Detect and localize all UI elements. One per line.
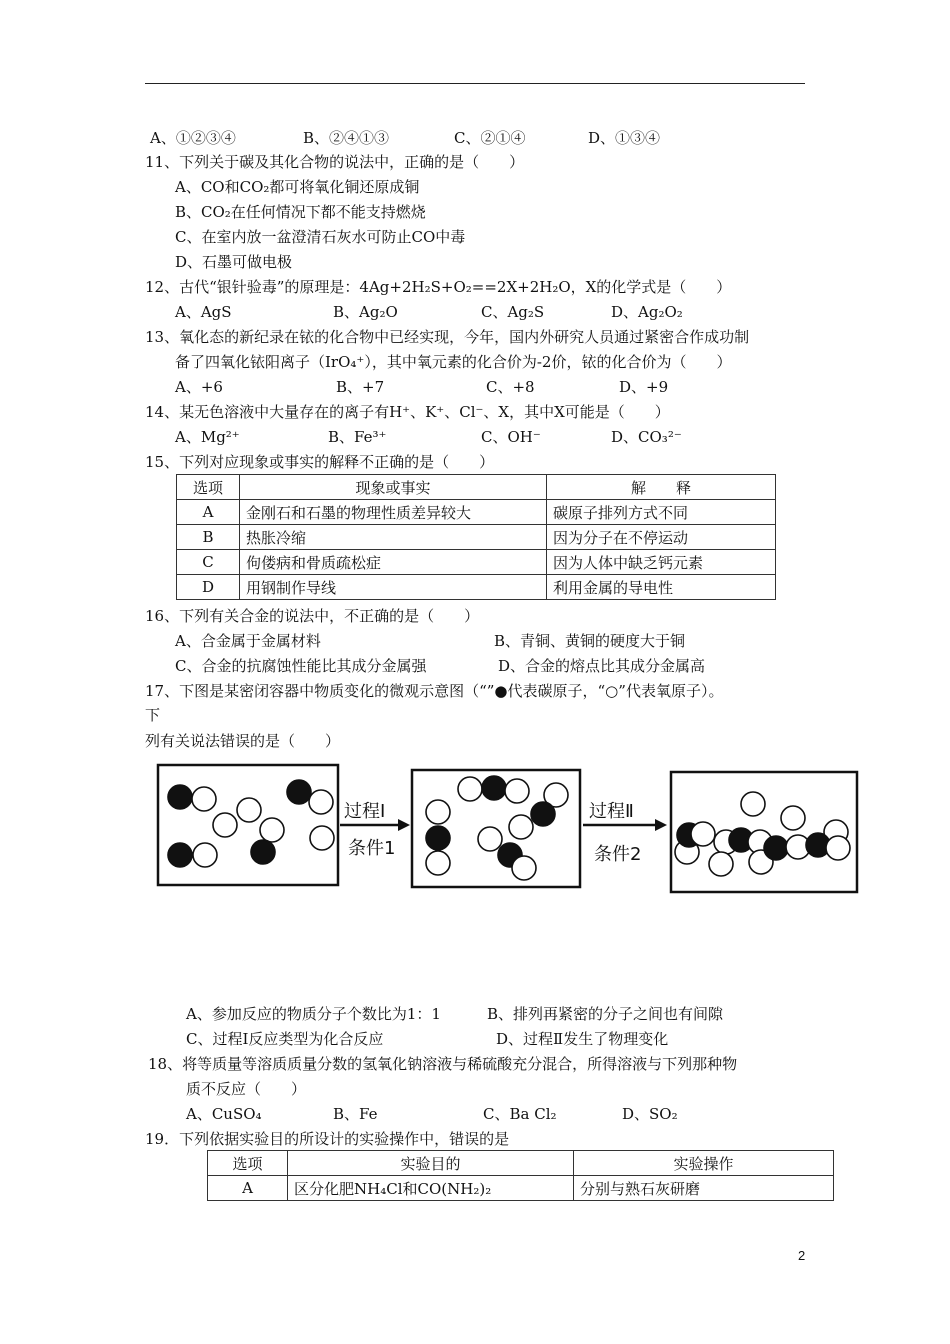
q11-option-c: C、在室内放一盆澄清石灰水可防止CO中毒: [175, 228, 466, 246]
oxygen-atom: [505, 779, 529, 803]
oxygen-atom: [193, 843, 217, 867]
oxygen-atom: [512, 856, 536, 880]
oxygen-atom: [691, 822, 715, 846]
condition-2-label: 条件2: [594, 844, 642, 865]
table-cell: 利用金属的导电性: [547, 575, 776, 600]
table-row: [177, 500, 776, 525]
q14-stem: 14、某无色溶液中大量存在的离子有H⁺、K⁺、Cl⁻、X，其中X可能是（ ）: [145, 403, 670, 421]
q14-option-c: C、OH⁻: [481, 428, 541, 446]
carbon-atom: [251, 840, 275, 864]
molecule-diagram: [148, 762, 863, 897]
q19-table: [207, 1150, 834, 1201]
oxygen-atom: [260, 818, 284, 842]
q14-option-a: A、Mg²⁺: [175, 428, 240, 446]
oxygen-atom: [741, 792, 765, 816]
carbon-atom: [287, 780, 311, 804]
table-row: [177, 550, 776, 575]
q19-stem: 19．下列依据实验目的所设计的实验操作中，错误的是: [145, 1130, 510, 1148]
table-cell: 金刚石和石墨的物理性质差异较大: [240, 500, 547, 525]
arrow-head: [655, 819, 667, 831]
table-cell: 热胀冷缩: [240, 525, 547, 550]
oxygen-atom: [192, 787, 216, 811]
table-row: [177, 575, 776, 600]
q16-stem: 16、下列有关合金的说法中，不正确的是（ ）: [145, 607, 480, 625]
q12-option-d: D、Ag₂O₂: [611, 303, 683, 321]
q17-option-a: A、参加反应的物质分子个数比为1：1: [186, 1005, 441, 1023]
oxygen-atom: [826, 836, 850, 860]
carbon-atom: [764, 836, 788, 860]
q16-option-b: B、青铜、黄铜的硬度大于铜: [494, 632, 686, 650]
table-header-row: [177, 475, 776, 500]
q11-option-d: D、石墨可做电极: [175, 253, 293, 271]
q18-option-d: D、SO₂: [622, 1105, 678, 1123]
process-1-label: 过程Ⅰ: [344, 801, 386, 822]
q15-stem: 15、下列对应现象或事实的解释不正确的是（ ）: [145, 453, 495, 471]
table-cell: B: [177, 525, 240, 550]
q12-option-b: B、Ag₂O: [333, 303, 398, 321]
q17-option-c: C、过程Ⅰ反应类型为化合反应: [186, 1030, 384, 1048]
table-cell: D: [177, 575, 240, 600]
q17-stem-line2: 下: [145, 706, 161, 724]
carbon-atom: [426, 826, 450, 850]
condition-1-label: 条件1: [348, 838, 396, 859]
carbon-atom: [168, 843, 192, 867]
oxygen-atom: [426, 851, 450, 875]
oxygen-atom: [458, 777, 482, 801]
table-cell: 用钢制作导线: [240, 575, 547, 600]
q17-option-d: D、过程Ⅱ发生了物理变化: [496, 1030, 669, 1048]
table-header-cell: 选项: [177, 475, 240, 500]
q18-stem-line1: 18、将等质量等溶质质量分数的氢氧化钠溶液与稀硫酸充分混合，所得溶液与下列那种物: [148, 1055, 738, 1073]
page-number: 2: [798, 1248, 806, 1263]
table-row: [177, 525, 776, 550]
table-cell: 佝偻病和骨质疏松症: [240, 550, 547, 575]
oxygen-atom: [509, 815, 533, 839]
container-box-1: [158, 765, 338, 885]
table-header-cell: 选项: [208, 1151, 288, 1176]
process-2-label: 过程Ⅱ: [589, 801, 634, 822]
q16-option-a: A、合金属于金属材料: [175, 632, 321, 650]
q18-option-b: B、Fe: [333, 1105, 378, 1123]
q13-option-a: A、+6: [175, 378, 223, 396]
table-cell: A: [208, 1176, 288, 1201]
oxygen-atom: [426, 800, 450, 824]
table-header-cell: 解 释: [547, 475, 776, 500]
q14-option-b: B、Fe³⁺: [328, 428, 387, 446]
oxygen-atom: [781, 806, 805, 830]
oxygen-atom: [709, 852, 733, 876]
table-row: [208, 1176, 834, 1201]
q10-option-a: A、①②③④: [150, 129, 236, 147]
carbon-atom: [482, 776, 506, 800]
table-header-cell: 实验目的: [288, 1151, 574, 1176]
q18-option-a: A、CuSO₄: [186, 1105, 262, 1123]
table-cell: C: [177, 550, 240, 575]
oxygen-atom: [478, 827, 502, 851]
q14-option-d: D、CO₃²⁻: [611, 428, 682, 446]
table-cell: 分别与熟石灰研磨: [574, 1176, 834, 1201]
q12-stem: 12、古代“银针验毒”的原理是：4Ag+2H₂S+O₂==2X+2H₂O，X的化学式是（ ）: [145, 278, 732, 296]
q17-option-b: B、排列再紧密的分子之间也有间隙: [487, 1005, 724, 1023]
q13-stem-line2: 备了四氧化铱阳离子（IrO₄⁺），其中氧元素的化合价为-2价，铱的化合价为（ ）: [175, 353, 732, 371]
q11-stem: 11、下列关于碳及其化合物的说法中，正确的是（ ）: [145, 153, 525, 171]
oxygen-atom: [237, 798, 261, 822]
q11-option-a: A、CO和CO₂都可将氧化铜还原成铜: [175, 178, 420, 196]
oxygen-atom: [310, 826, 334, 850]
q11-option-b: B、CO₂在任何情况下都不能支持燃烧: [175, 203, 426, 221]
oxygen-atom: [213, 813, 237, 837]
q17-stem-line1: 17、下图是某密闭容器中物质变化的微观示意图（“”●代表碳原子，“○”代表氧原子）。: [145, 682, 724, 700]
q18-stem-line2: 质不反应（ ）: [186, 1080, 307, 1098]
arrow-head: [398, 819, 410, 831]
oxygen-atom: [309, 790, 333, 814]
table-cell: 因为分子在不停运动: [547, 525, 776, 550]
q16-option-d: D、合金的熔点比其成分金属高: [498, 657, 706, 675]
q12-option-c: C、Ag₂S: [481, 303, 545, 321]
q10-option-c: C、②①④: [454, 129, 526, 147]
table-cell: 因为人体中缺乏钙元素: [547, 550, 776, 575]
q12-option-a: A、AgS: [175, 303, 232, 321]
q15-table: [176, 474, 776, 600]
table-header-row: [208, 1151, 834, 1176]
table-cell: 区分化肥NH₄Cl和CO(NH₂)₂: [288, 1176, 574, 1201]
q13-stem-line1: 13、氧化态的新纪录在铱的化合物中已经实现，今年，国内外研究人员通过紧密合作成功制: [145, 328, 750, 346]
header-rule: [145, 83, 805, 84]
q10-option-d: D、①③④: [588, 129, 661, 147]
carbon-atom: [168, 785, 192, 809]
carbon-atom: [531, 802, 555, 826]
q17-stem-line3: 列有关说法错误的是（ ）: [145, 732, 341, 750]
q18-option-c: C、Ba Cl₂: [483, 1105, 557, 1123]
table-cell: 碳原子排列方式不同: [547, 500, 776, 525]
q13-option-b: B、+7: [336, 378, 385, 396]
table-header-cell: 现象或事实: [240, 475, 547, 500]
q16-option-c: C、合金的抗腐蚀性能比其成分金属强: [175, 657, 427, 675]
table-header-cell: 实验操作: [574, 1151, 834, 1176]
table-cell: A: [177, 500, 240, 525]
q13-option-c: C、+8: [486, 378, 535, 396]
q13-option-d: D、+9: [619, 378, 669, 396]
q10-option-b: B、②④①③: [303, 129, 390, 147]
